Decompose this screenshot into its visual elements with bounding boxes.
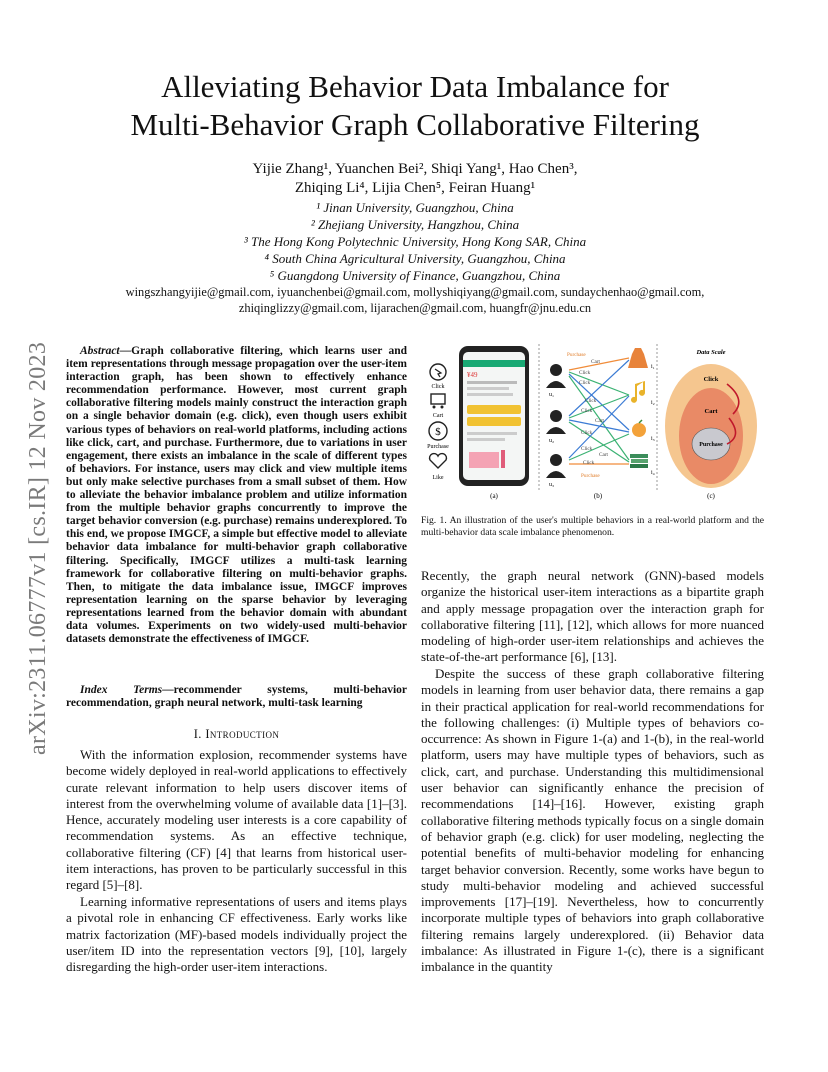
item-label: i₃	[651, 436, 655, 442]
authors-line-2: Zhiqing Li⁴, Lijia Chen⁵, Feiran Huang¹	[294, 180, 536, 196]
section-heading: I. Introduction	[193, 727, 280, 741]
scale-label-click: Click	[703, 376, 719, 383]
svg-text:$: $	[435, 426, 441, 438]
affiliation: ³ The Hong Kong Polytechnic University, Hong Kong SAR, China	[243, 234, 587, 249]
intro-paragraph-2: Learning informative representations of users and items plays a pivotal role in enhancing CF effectiveness. Early works like matrix factorization (MF)-based models individually project the user/item ID into the representation vectors [9], [10], largely disregarding the high-order user-item interactions.	[66, 894, 407, 975]
edge-label: Click	[581, 408, 593, 414]
paper-title	[80, 68, 750, 144]
phone-chart-graphic	[469, 452, 499, 468]
cart-icon	[431, 394, 445, 409]
edge-label: Purchase	[567, 352, 586, 358]
affiliation-list	[60, 199, 770, 284]
orange-icon	[632, 420, 646, 437]
behavior-label-like: Like	[432, 475, 444, 481]
cart-button-graphic	[467, 405, 521, 414]
body-paragraph: Recently, the graph neural network (GNN)-based models organize the historical user-item interactions as a bipartite graph and apply message propagation over the interaction graph for collaborative filtering [11], [12], which allows for more nuanced modeling of high-order user-item relationships and achieves the state-of-the-art performance [6], [13].	[421, 568, 764, 665]
emails-line-1: wingszhangyijie@gmail.com, iyuanchenbei@gmail.com, mollyshiqiyang@gmail.com, sundaychenhao@gmail.com,	[125, 285, 705, 299]
intro-paragraph-1: With the information explosion, recommender systems have become widely deployed in real-world applications to effectively curate relevant information to help users discover items of interest from the overwhelming volume of available data [1]–[3]. Hence, accurately modeling user interests is a core capability of recommendation systems. As an effective technique, collaborative filtering (CF) [4] that learns from historical user-item interactions, has proven to be particularly successful in this regard [5]–[8].	[66, 747, 407, 893]
behavior-label-purchase: Purchase	[427, 444, 449, 450]
scale-label-cart: Cart	[704, 408, 718, 415]
like-icon	[430, 454, 447, 468]
emails-line-2: zhiqinglizzy@gmail.com, lijarachen@gmail.com, huangfr@jnu.edu.cn	[238, 301, 592, 315]
behavior-label-click: Click	[431, 384, 445, 390]
user-icon	[546, 364, 566, 388]
figure-caption: Fig. 1. An illustration of the user's multiple behaviors in a real-world platform and the multi-behavior data scale imbalance phenomenon.	[421, 515, 764, 538]
abstract-label: Abstract	[80, 345, 120, 357]
figure-panel-a	[427, 346, 529, 500]
item-label: i₁	[651, 364, 655, 370]
user-label: u₁	[549, 392, 555, 398]
phone-header-bar	[463, 360, 525, 367]
buy-button-graphic	[467, 417, 521, 426]
phone-price: ¥49	[467, 371, 478, 379]
edge-label: Cart	[599, 452, 608, 458]
abstract	[66, 345, 407, 646]
panel-label-c: (c)	[707, 492, 715, 500]
figure-panel-b	[546, 348, 655, 500]
books-icon	[630, 454, 648, 468]
music-note-icon	[631, 381, 645, 403]
author-list	[60, 160, 770, 198]
panel-label-a: (a)	[490, 492, 498, 500]
affiliation: ⁵ Guangdong University of Finance, Guangzhou, China	[269, 268, 561, 283]
interaction-edges	[569, 358, 629, 464]
user-icon	[546, 454, 566, 478]
behavior-label-cart: Cart	[432, 413, 444, 419]
edge-label: Click	[583, 460, 595, 466]
body-paragraph: Despite the success of these graph collaborative filtering models in learning from user behavior data, there remains a gap in their practical application for real-world recommendations for the following challenges: (i) Multiple types of behaviors co-occurrence: As shown in Figure 1-(a) and 1-(b), in the real-world platform, users may have multiple types of behaviors, such as click, cart, and purchase. Understanding this multidimensional user behavior can significantly enhance the precision of recommendations [14]–[16]. However, existing graph collaborative filtering methods typically focus on a single domain of behavior graph (e.g. click) for user modeling, neglecting the potential benefits of multi-behavior modeling for enhancing target behavior conversion. Recently, some works have begun to study multi-behavior modeling and achieved successful improvements [17]–[19]. Nevertheless, how to concurrently incorporate multiple types of behaviors into graph collaborative filtering remains largely underexplored. (ii) Behavior data imbalance: As illustrated in Figure 1-(c), there is a significant imbalance in the quantity	[421, 666, 764, 975]
arxiv-identifier	[18, 290, 52, 760]
index-terms-text: —recommender systems, multi-behavior recommendation, graph neural network, multi-task learning	[66, 684, 407, 710]
scale-label-purchase: Purchase	[699, 442, 723, 448]
edge-label: Cart	[591, 359, 600, 365]
purchase-icon	[429, 422, 447, 440]
user-label: u₃	[549, 482, 555, 488]
item-label: i₂	[651, 400, 655, 406]
figure-1	[421, 340, 766, 502]
title-line-1: Alleviating Behavior Data Imbalance for	[161, 69, 669, 104]
authors-line-1: Yijie Zhang¹, Yuanchen Bei², Shiqi Yang¹, Hao Chen³,	[252, 161, 578, 177]
edge-label: Click	[579, 370, 591, 376]
edge-label: Purchase	[581, 473, 600, 479]
user-icon	[546, 410, 566, 434]
edge-label: Click	[585, 398, 597, 404]
figure-panel-c	[665, 349, 757, 500]
edge-label: Cart	[595, 418, 604, 424]
edge-label: Click	[581, 430, 593, 436]
index-terms	[66, 684, 407, 710]
title-line-2: Multi-Behavior Graph Collaborative Filtering	[130, 107, 700, 142]
user-label: u₂	[549, 438, 555, 444]
edge-label: Click	[581, 446, 593, 452]
item-label: i₄	[651, 470, 655, 476]
click-icon	[430, 364, 446, 380]
panel-label-b: (b)	[593, 492, 603, 500]
affiliation: ² Zhejiang University, Hangzhou, China	[310, 217, 520, 232]
abstract-text: —Graph collaborative filtering, which learns user and item representations through message propagation over the user-item interaction graph, has been shown to effectively enhance recommendation performance. However, most current graph collaborative filtering models mainly construct the interaction graph on a single behavior domain (e.g. click), even though users exhibit various types of behaviors on real-world platforms, including actions like click, cart, and purchase. Furthermore, due to variations in user engagement, there exists an imbalance in the scale of different types of behaviors. For instance, users may click and view multiple items but only make selective purchases from a small subset of them. How to alleviate the behavior imbalance problem and utilize information from the multiple behavior graphs concurrently to improve the target behavior conversion (e.g. purchase) remains underexplored. To this end, we propose IMGCF, a simple but effective model to alleviate behavior data imbalance for multi-behavior graph collaborative filtering. Specifically, IMGCF utilizes a multi-task learning framework for collaborative filtering on multi-behavior graphs. Then, to mitigate the data imbalance issue, IMGCF improves representation learning on the sparse behavior by leveraging representations learned from the behavior domain with abundant data volumes. Experiments on two widely-used multi-behavior datasets demonstrate the effectiveness of IMGCF.	[66, 345, 407, 646]
email-list	[60, 284, 770, 316]
index-terms-label: Index Terms	[80, 684, 163, 696]
scale-title: Data Scale	[696, 349, 726, 356]
edge-label: Click	[579, 380, 591, 386]
arxiv-identifier-text: arXiv:2311.06777v1 [cs.IR] 12 Nov 2023	[25, 341, 51, 755]
affiliation: ¹ Jinan University, Guangzhou, China	[316, 200, 514, 215]
dress-icon	[628, 348, 648, 368]
affiliation: ⁴ South China Agricultural University, Guangzhou, China	[264, 251, 566, 266]
